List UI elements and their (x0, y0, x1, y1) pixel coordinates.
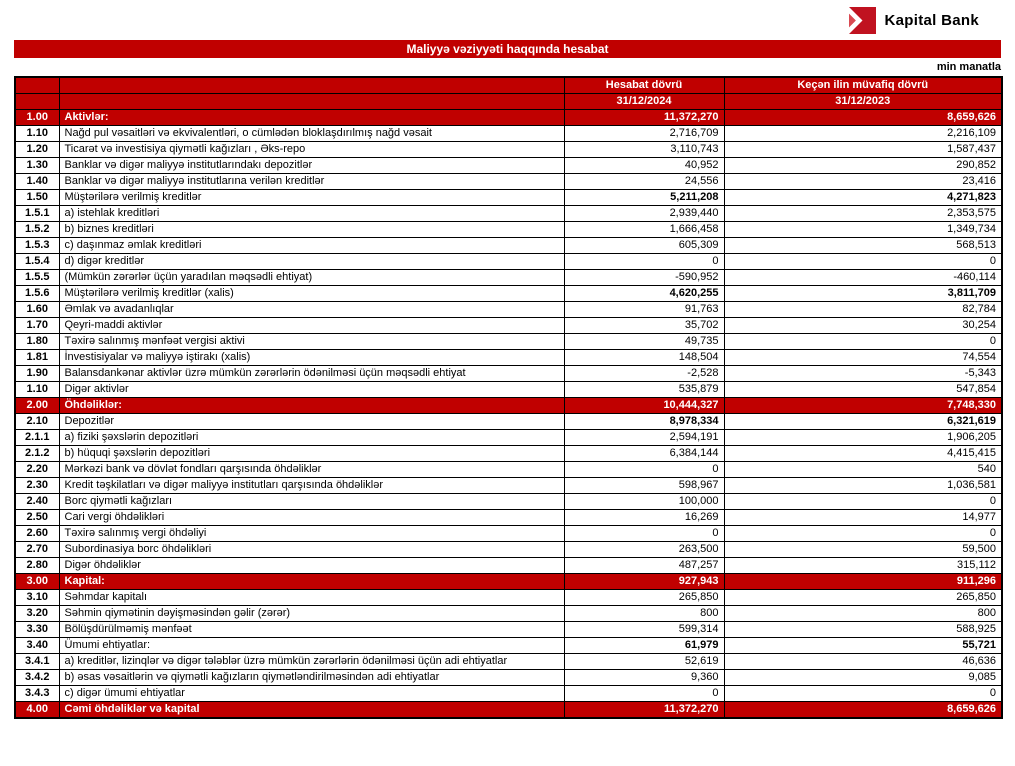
row-number: 2.1.2 (15, 446, 59, 462)
row-label: b) əsas vəsaitlərin və qiymətli kağızların qiymətləndirilməsindən adi ehtiyatlar (59, 670, 564, 686)
row-number: 1.80 (15, 334, 59, 350)
row-label: (Mümkün zərərlər üçün yaradılan məqsədli ehtiyat) (59, 270, 564, 286)
row-value-2024: 100,000 (564, 494, 724, 510)
row-number: 1.10 (15, 382, 59, 398)
header-no-cell (15, 94, 59, 110)
row-label: a) fiziki şəxslərin depozitləri (59, 430, 564, 446)
bank-name-label: Kapital Bank (884, 11, 979, 29)
row-label: b) hüquqi şəxslərin depozitləri (59, 446, 564, 462)
row-value-2024: 91,763 (564, 302, 724, 318)
row-value-2024: 61,979 (564, 638, 724, 654)
row-number: 1.40 (15, 174, 59, 190)
row-value-2023: 0 (724, 526, 1002, 542)
row-value-2023: 911,296 (724, 574, 1002, 590)
row-value-2023: 800 (724, 606, 1002, 622)
table-row (15, 190, 1002, 206)
row-label: b) biznes kreditləri (59, 222, 564, 238)
page-header (14, 0, 1001, 40)
row-value-2023: 4,415,415 (724, 446, 1002, 462)
row-value-2023: 82,784 (724, 302, 1002, 318)
row-value-2024: 3,110,743 (564, 142, 724, 158)
table-row (15, 622, 1002, 638)
table-row (15, 238, 1002, 254)
row-value-2024: 5,211,208 (564, 190, 724, 206)
table-row (15, 638, 1002, 654)
row-value-2023: 2,353,575 (724, 206, 1002, 222)
row-label: Kapital: (59, 574, 564, 590)
row-number: 1.5.3 (15, 238, 59, 254)
header-label-cell (59, 77, 564, 94)
table-row (15, 654, 1002, 670)
table-row (15, 334, 1002, 350)
row-label: Əmlak və avadanlıqlar (59, 302, 564, 318)
row-number: 2.00 (15, 398, 59, 414)
row-value-2024: 35,702 (564, 318, 724, 334)
row-value-2024: 265,850 (564, 590, 724, 606)
row-number: 3.30 (15, 622, 59, 638)
row-value-2023: -5,343 (724, 366, 1002, 382)
row-number: 1.5.4 (15, 254, 59, 270)
row-number: 1.30 (15, 158, 59, 174)
table-header-period-row (15, 77, 1002, 94)
row-value-2024: 8,978,334 (564, 414, 724, 430)
row-value-2023: 0 (724, 334, 1002, 350)
row-label: d) digər kreditlər (59, 254, 564, 270)
row-value-2024: 49,735 (564, 334, 724, 350)
table-row (15, 110, 1002, 126)
row-label: Müştərilərə verilmiş kreditlər (59, 190, 564, 206)
row-value-2023: 547,854 (724, 382, 1002, 398)
row-value-2024: 0 (564, 526, 724, 542)
row-label: Digər öhdəliklər (59, 558, 564, 574)
row-value-2024: 2,716,709 (564, 126, 724, 142)
table-row (15, 606, 1002, 622)
row-value-2023: 1,036,581 (724, 478, 1002, 494)
header-no-cell (15, 77, 59, 94)
row-value-2024: 52,619 (564, 654, 724, 670)
row-label: Nağd pul vəsaitləri və ekvivalentləri, o cümlədən bloklaşdırılmış nağd vəsait (59, 126, 564, 142)
row-label: c) daşınmaz əmlak kreditləri (59, 238, 564, 254)
header-current-period: Hesabat dövrü (564, 77, 724, 94)
table-row (15, 174, 1002, 190)
row-value-2024: 24,556 (564, 174, 724, 190)
table-row (15, 318, 1002, 334)
row-number: 1.90 (15, 366, 59, 382)
row-label: Cari vergi öhdəlikləri (59, 510, 564, 526)
row-value-2023: 8,659,626 (724, 702, 1002, 719)
kapital-bank-logo-icon (849, 7, 876, 34)
table-row (15, 206, 1002, 222)
row-number: 1.81 (15, 350, 59, 366)
table-header-date-row (15, 94, 1002, 110)
row-number: 3.4.3 (15, 686, 59, 702)
table-row (15, 270, 1002, 286)
unit-note: min manatla (936, 61, 1001, 73)
table-row (15, 574, 1002, 590)
row-number: 2.10 (15, 414, 59, 430)
table-row (15, 478, 1002, 494)
row-number: 3.40 (15, 638, 59, 654)
row-value-2024: 598,967 (564, 478, 724, 494)
row-value-2024: 263,500 (564, 542, 724, 558)
row-value-2023: 14,977 (724, 510, 1002, 526)
row-number: 1.20 (15, 142, 59, 158)
header-previous-period: Keçən ilin müvafiq dövrü (724, 77, 1002, 94)
row-number: 2.30 (15, 478, 59, 494)
table-row (15, 686, 1002, 702)
row-label: Mərkəzi bank və dövlət fondları qarşısında öhdəliklər (59, 462, 564, 478)
row-number: 1.70 (15, 318, 59, 334)
row-value-2024: 10,444,327 (564, 398, 724, 414)
row-number: 1.5.5 (15, 270, 59, 286)
table-row (15, 382, 1002, 398)
row-value-2024: 2,594,191 (564, 430, 724, 446)
row-number: 2.50 (15, 510, 59, 526)
row-label: Kredit təşkilatları və digər maliyyə institutları qarşısında öhdəliklər (59, 478, 564, 494)
row-label: Banklar və digər maliyyə institutlarındakı depozitlər (59, 158, 564, 174)
row-number: 3.00 (15, 574, 59, 590)
table-row (15, 462, 1002, 478)
table-row (15, 286, 1002, 302)
row-value-2024: 1,666,458 (564, 222, 724, 238)
row-number: 1.00 (15, 110, 59, 126)
row-value-2023: 588,925 (724, 622, 1002, 638)
row-value-2023: 30,254 (724, 318, 1002, 334)
row-value-2024: 0 (564, 686, 724, 702)
row-value-2024: 535,879 (564, 382, 724, 398)
row-value-2024: 599,314 (564, 622, 724, 638)
row-value-2023: 265,850 (724, 590, 1002, 606)
row-value-2024: 0 (564, 462, 724, 478)
row-label: Səhmdar kapitalı (59, 590, 564, 606)
row-number: 3.4.1 (15, 654, 59, 670)
row-label: Ticarət və investisiya qiymətli kağızları , Əks-repo (59, 142, 564, 158)
row-label: Aktivlər: (59, 110, 564, 126)
row-value-2024: 148,504 (564, 350, 724, 366)
row-label: Təxirə salınmış mənfəət vergisi aktivi (59, 334, 564, 350)
row-value-2023: 4,271,823 (724, 190, 1002, 206)
row-label: Təxirə salınmış vergi öhdəliyi (59, 526, 564, 542)
row-value-2023: 0 (724, 686, 1002, 702)
row-value-2023: 9,085 (724, 670, 1002, 686)
financial-position-table (14, 76, 1003, 719)
row-number: 1.10 (15, 126, 59, 142)
row-value-2024: 800 (564, 606, 724, 622)
table-row (15, 350, 1002, 366)
row-label: Borc qiymətli kağızları (59, 494, 564, 510)
table-row (15, 702, 1002, 719)
row-number: 3.10 (15, 590, 59, 606)
table-row (15, 398, 1002, 414)
row-value-2023: 55,721 (724, 638, 1002, 654)
table-row (15, 526, 1002, 542)
row-number: 3.4.2 (15, 670, 59, 686)
row-value-2023: 74,554 (724, 350, 1002, 366)
row-value-2023: 290,852 (724, 158, 1002, 174)
row-value-2023: -460,114 (724, 270, 1002, 286)
row-value-2024: -590,952 (564, 270, 724, 286)
row-number: 2.70 (15, 542, 59, 558)
table-row (15, 158, 1002, 174)
table-row (15, 446, 1002, 462)
row-label: a) kreditlər, lizinqlər və digər tələblər üzrə mümkün zərərlərin ödənilməsi üçün adi ehtiyatlar (59, 654, 564, 670)
table-row (15, 366, 1002, 382)
row-number: 1.60 (15, 302, 59, 318)
report-title: Maliyyə vəziyyəti haqqında hesabat (406, 42, 609, 56)
row-value-2024: 927,943 (564, 574, 724, 590)
row-value-2023: 3,811,709 (724, 286, 1002, 302)
table-row (15, 302, 1002, 318)
table-row (15, 126, 1002, 142)
row-label: Bölüşdürülməmiş mənfəət (59, 622, 564, 638)
table-row (15, 222, 1002, 238)
row-value-2023: 315,112 (724, 558, 1002, 574)
row-label: Öhdəliklər: (59, 398, 564, 414)
row-number: 2.40 (15, 494, 59, 510)
row-label: a) istehlak kreditləri (59, 206, 564, 222)
row-label: Subordinasiya borc öhdəlikləri (59, 542, 564, 558)
table-row (15, 542, 1002, 558)
table-body (15, 110, 1002, 719)
row-value-2024: 40,952 (564, 158, 724, 174)
row-value-2023: 59,500 (724, 542, 1002, 558)
row-value-2024: 6,384,144 (564, 446, 724, 462)
row-value-2023: 46,636 (724, 654, 1002, 670)
table-row (15, 430, 1002, 446)
row-number: 2.60 (15, 526, 59, 542)
row-label: c) digər ümumi ehtiyatlar (59, 686, 564, 702)
row-value-2024: -2,528 (564, 366, 724, 382)
table-row (15, 590, 1002, 606)
row-value-2023: 0 (724, 254, 1002, 270)
row-label: Banklar və digər maliyyə institutlarına verilən kreditlər (59, 174, 564, 190)
row-value-2024: 11,372,270 (564, 110, 724, 126)
table-row (15, 142, 1002, 158)
kapital-bank-logo (849, 7, 979, 34)
header-label-cell (59, 94, 564, 110)
row-value-2023: 0 (724, 494, 1002, 510)
row-label: İnvestisiyalar və maliyyə iştirakı (xalis) (59, 350, 564, 366)
row-value-2023: 1,349,734 (724, 222, 1002, 238)
row-value-2023: 6,321,619 (724, 414, 1002, 430)
row-value-2024: 9,360 (564, 670, 724, 686)
table-row (15, 414, 1002, 430)
row-number: 1.50 (15, 190, 59, 206)
table-row (15, 494, 1002, 510)
table-row (15, 670, 1002, 686)
row-value-2024: 4,620,255 (564, 286, 724, 302)
row-label: Qeyri-maddi aktivlər (59, 318, 564, 334)
row-value-2023: 8,659,626 (724, 110, 1002, 126)
row-value-2023: 540 (724, 462, 1002, 478)
table-row (15, 510, 1002, 526)
row-value-2023: 2,216,109 (724, 126, 1002, 142)
report-title-bar (14, 40, 1001, 58)
header-current-date: 31/12/2024 (564, 94, 724, 110)
row-value-2023: 7,748,330 (724, 398, 1002, 414)
row-label: Digər aktivlər (59, 382, 564, 398)
row-number: 3.20 (15, 606, 59, 622)
row-number: 4.00 (15, 702, 59, 719)
row-value-2023: 1,906,205 (724, 430, 1002, 446)
row-value-2024: 605,309 (564, 238, 724, 254)
row-value-2024: 0 (564, 254, 724, 270)
row-number: 2.1.1 (15, 430, 59, 446)
header-previous-date: 31/12/2023 (724, 94, 1002, 110)
row-label: Səhmin qiymətinin dəyişməsindən gəlir (zərər) (59, 606, 564, 622)
table-row (15, 254, 1002, 270)
row-number: 2.20 (15, 462, 59, 478)
row-number: 2.80 (15, 558, 59, 574)
row-label: Cəmi öhdəliklər və kapital (59, 702, 564, 719)
row-number: 1.5.6 (15, 286, 59, 302)
row-value-2024: 2,939,440 (564, 206, 724, 222)
row-label: Balansdankənar aktivlər üzrə mümkün zərərlərin ödənilməsi üçün məqsədli ehtiyat (59, 366, 564, 382)
row-number: 1.5.2 (15, 222, 59, 238)
row-value-2024: 487,257 (564, 558, 724, 574)
row-value-2023: 1,587,437 (724, 142, 1002, 158)
row-label: Depozitlər (59, 414, 564, 430)
row-value-2024: 16,269 (564, 510, 724, 526)
row-number: 1.5.1 (15, 206, 59, 222)
table-row (15, 558, 1002, 574)
row-value-2023: 568,513 (724, 238, 1002, 254)
row-label: Müştərilərə verilmiş kreditlər (xalis) (59, 286, 564, 302)
row-value-2024: 11,372,270 (564, 702, 724, 719)
row-value-2023: 23,416 (724, 174, 1002, 190)
row-label: Ümumi ehtiyatlar: (59, 638, 564, 654)
